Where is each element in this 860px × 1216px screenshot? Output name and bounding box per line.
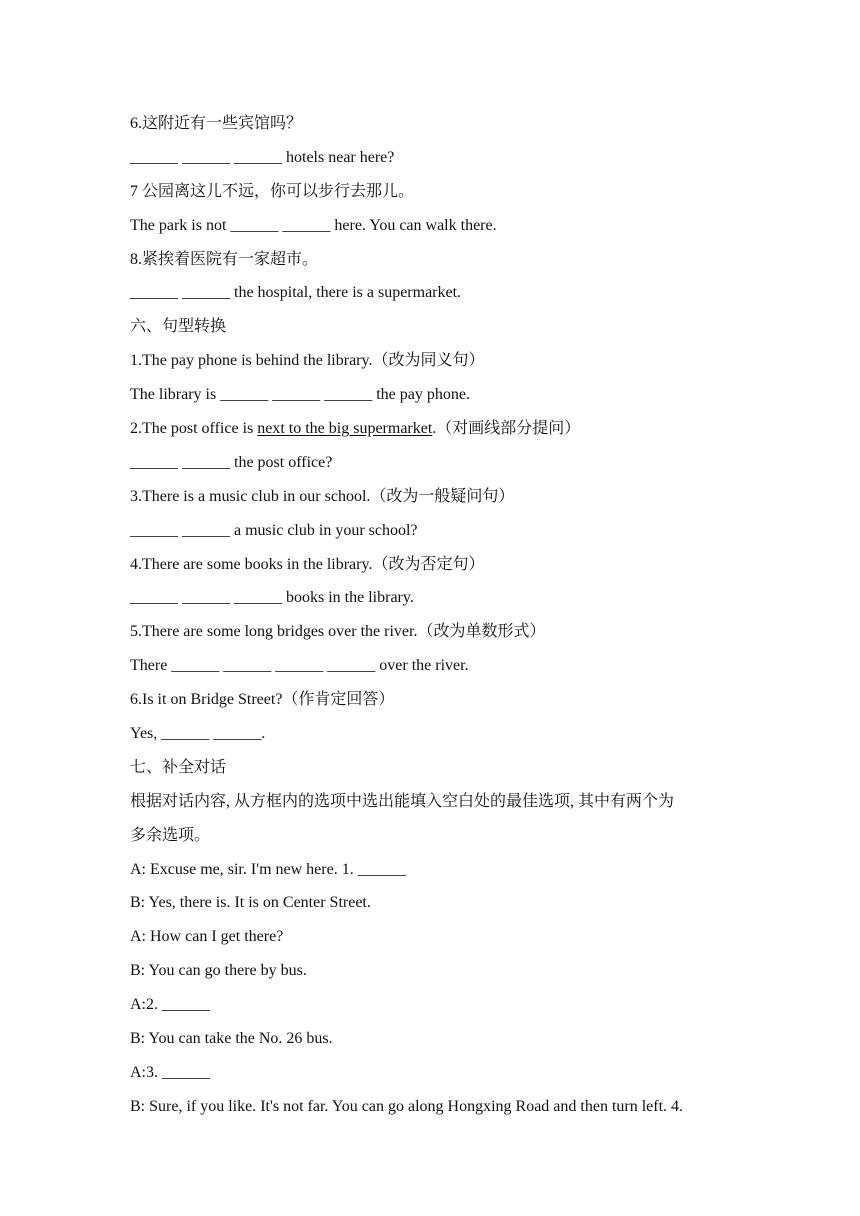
section-7-instruction-2: 多余选项。 xyxy=(130,826,211,844)
transform-5-answer: There ______ ______ ______ ______ over the river. xyxy=(130,657,469,675)
dialogue-line-1: A: Excuse me, sir. I'm new here. 1. ______ xyxy=(130,860,406,878)
transform-3-answer: ______ ______ a music club in your school? xyxy=(130,521,418,539)
document-body xyxy=(130,107,770,1124)
dialogue-line-5: A:2. ______ xyxy=(130,996,210,1014)
question-8-answer: ______ ______ the hospital, there is a supermarket. xyxy=(130,284,462,302)
transform-2-underlined: next to the big supermarket xyxy=(257,420,433,438)
section-6-heading: 六、句型转换 xyxy=(130,318,227,336)
transform-2-prompt xyxy=(130,412,770,446)
transform-5-prompt: 5.There are some long bridges over the river.（改为单数形式） xyxy=(130,623,546,641)
dialogue-line-2: B: Yes, there is. It is on Center Street. xyxy=(130,894,371,912)
transform-1-prompt: 1.The pay phone is behind the library.（改为同义句） xyxy=(130,352,485,370)
transform-2-answer: ______ ______ the post office? xyxy=(130,453,333,471)
transform-2-suffix: .（对画线部分提问） xyxy=(432,420,581,438)
transform-1-answer: The library is ______ ______ ______ the pay phone. xyxy=(130,386,470,404)
section-7-instruction-1: 根据对话内容, 从方框内的选项中选出能填入空白处的最佳选项, 其中有两个为 xyxy=(130,792,675,810)
transform-4-answer: ______ ______ ______ books in the library. xyxy=(130,589,414,607)
question-7-answer: The park is not ______ ______ here. You can walk there. xyxy=(130,216,497,234)
transform-3-prompt: 3.There is a music club in our school.（改为一般疑问句） xyxy=(130,487,515,505)
dialogue-line-3: A: How can I get there? xyxy=(130,928,284,946)
question-8-chinese: 8.紧挨着医院有一家超市。 xyxy=(130,250,319,268)
question-7-chinese: 7 公园离这儿不远，你可以步行去那儿。 xyxy=(130,182,415,200)
transform-6-answer: Yes, ______ ______. xyxy=(130,725,266,743)
transform-6-prompt: 6.Is it on Bridge Street?（作肯定回答） xyxy=(130,691,395,709)
transform-4-prompt: 4.There are some books in the library.（改为否定句） xyxy=(130,555,485,573)
transform-2-prefix: 2.The post office is xyxy=(130,420,258,438)
dialogue-line-6: B: You can take the No. 26 bus. xyxy=(130,1030,333,1048)
section-7-heading: 七、补全对话 xyxy=(130,758,227,776)
dialogue-line-7: A:3. ______ xyxy=(130,1063,210,1081)
dialogue-line-8: B: Sure, if you like. It's not far. You can go along Hongxing Road and then turn left. 4. xyxy=(130,1097,684,1115)
question-6-chinese: 6.这附近有一些宾馆吗？ xyxy=(130,115,303,132)
dialogue-line-4: B: You can go there by bus. xyxy=(130,962,307,980)
question-6-answer: ______ ______ ______ hotels near here? xyxy=(130,148,395,166)
